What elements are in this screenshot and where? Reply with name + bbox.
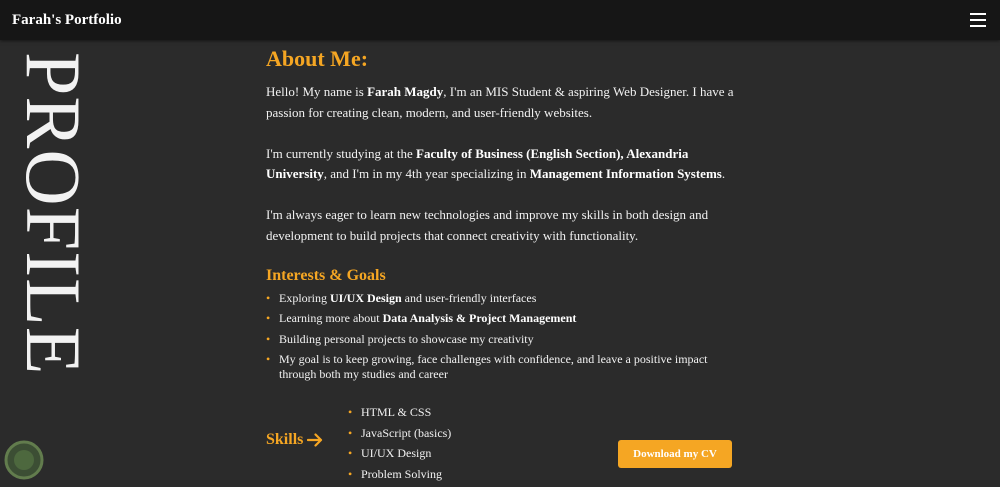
skills-label-text: Skills — [266, 431, 304, 448]
text-span: and user-friendly interfaces — [401, 290, 537, 305]
text-span: Building personal projects to showcase my creativity — [279, 331, 534, 346]
interest-item — [266, 332, 736, 347]
arrow-right-icon — [307, 433, 323, 447]
menu-bar — [970, 25, 986, 27]
skill-item: • UI/UX Design — [348, 446, 451, 461]
skills-label — [266, 431, 323, 449]
interest-item — [266, 352, 736, 381]
text-span: , I'm an MIS Student & aspiring Web Designer. I have a passion for creating clean, modern, and user-friendly websites. — [266, 84, 734, 120]
bold-major: Management Information Systems — [529, 166, 722, 181]
skill-item: • HTML & CSS — [348, 405, 451, 420]
interest-item — [266, 291, 736, 306]
skill-item: • Problem Solving — [348, 467, 451, 482]
interests-list — [266, 291, 736, 382]
corner-badge-icon — [2, 438, 46, 482]
bold-text: UI/UX Design — [330, 290, 402, 305]
site-brand[interactable]: Farah's Portfolio — [12, 11, 122, 28]
download-cv-button[interactable]: Download my CV — [618, 440, 732, 468]
bold-name: Farah Magdy — [367, 84, 444, 99]
vertical-profile-heading: PROFILE — [10, 52, 97, 376]
about-paragraph-learning — [266, 205, 736, 246]
about-section — [266, 46, 736, 387]
about-paragraph-intro — [266, 82, 736, 123]
text-span: My goal is to keep growing, face challenges with confidence, and leave a positive impact through both my studies and career — [279, 352, 708, 381]
text-span: I'm always eager to learn new technologies and improve my skills in both design and development to build projects that connect creativity with functionality. — [266, 207, 709, 243]
skill-item: • JavaScript (basics) — [348, 426, 451, 441]
skills-list — [348, 405, 451, 487]
text-span: . — [721, 166, 726, 181]
menu-bar — [970, 13, 986, 15]
bold-text: Data Analysis & Project Management — [382, 311, 577, 325]
interest-item — [266, 311, 736, 326]
text-span: Exploring — [279, 290, 330, 305]
text-span: Hello! My name is — [266, 84, 368, 99]
hamburger-menu-icon[interactable] — [970, 13, 986, 27]
text-span: I'm currently studying at the — [266, 145, 417, 161]
top-navbar — [0, 0, 1000, 40]
menu-bar — [970, 19, 986, 21]
about-title: About Me: — [266, 46, 369, 71]
interests-title: Interests & Goals — [266, 266, 386, 284]
bold-faculty: Faculty of Business (English Section), Alexandria University — [266, 145, 689, 181]
about-paragraph-study — [266, 144, 736, 185]
text-span: , and I'm in my 4th year specializing in — [323, 166, 530, 181]
text-span: Learning more about — [279, 311, 383, 325]
